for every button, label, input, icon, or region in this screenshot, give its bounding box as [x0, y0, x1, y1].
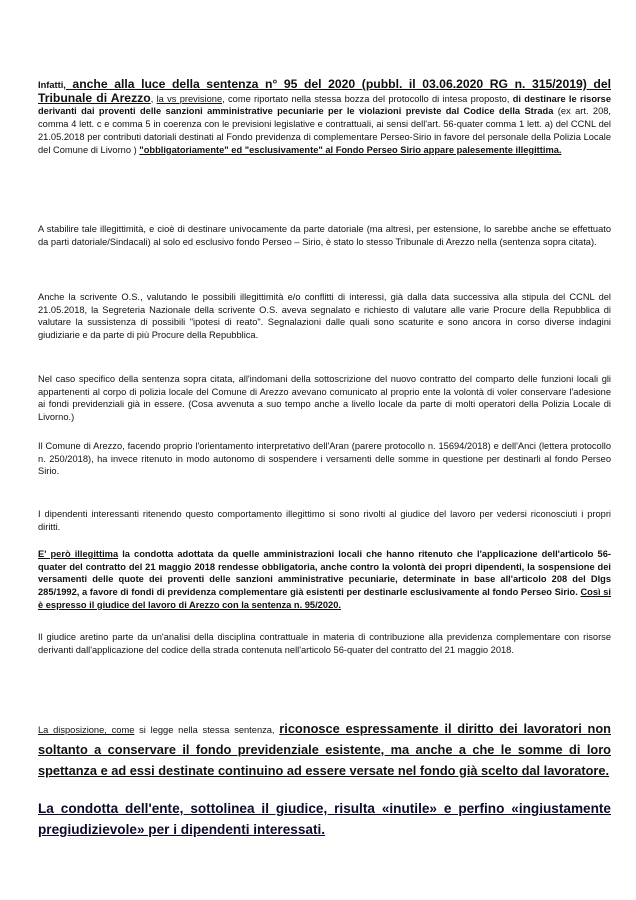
destination-text: di destinare le risorse derivanti dai proventi delle sanzioni amministrative pecuniarie per le violazioni previste dal Codice della Strada [38, 93, 611, 117]
illegittima-text: "obbligatoriamente" ed "esclusivamente" al Fondo Perseo Sirio appare palesemente illegittima. [139, 144, 562, 155]
diritto-lavoratori-text: riconosce espressamente il diritto dei lavoratori non soltanto a conservare il fondo previdenziale esistente, ma anche a che le somme di loro spettanza e ad essi destinate continuino ad essere versate nel fondo già scelto dal lavoratore. [38, 721, 611, 778]
intro-text-b: (ex art. 208, comma 4 lett. c e comma 5 in coerenza con le previsioni legislative e contrattuali, ai sensi dell'art. 56-quater comma 1 lett. a) del CCNL del 21.05.2018 per contributi datoriali destinati al Fondo previdenza di complementare Perseo-Sirio in favore del personale della Polizia Locale del Comune di Livorno ) [38, 106, 611, 155]
paragraph-caso-specifico: Nel caso specifico della sentenza sopra citata, all'indomani della sottoscrizione del nuovo contratto del comparto delle funzioni locali gli appartenenti al corpo di polizia locale del Comune di Arezzo avevano comunicato al proprio ente la volontà di voler conservare l'adesione ai fondi previdenziali già in essere. (Cosa avvenuta a suo tempo anche a livello locale da parte di molti operatori della Polizia Locale di Livorno.) [38, 374, 611, 423]
paragraph-giudice-aretino: Il giudice aretino parte da un'analisi della disciplina contrattuale in materia di contribuzione alla previdenza complementare con risorse derivanti dall'applicazione del codice della strada contenuta nell'articolo 56-quater del contratto del 21 maggio 2018. [38, 632, 611, 655]
intro-comma: , [150, 93, 157, 104]
disposizione-lead: La disposizione, come [38, 725, 135, 735]
paragraph-illegittimita: A stabilire tale illegittimità, e cioè di destinare univocamente da parte datoriale (ma altresì, per estensione, lo sarebbe anche se effettuato da parti datoriale/Sindacali) al solo ed esclusivo fondo Perseo – Sirio, è stato lo stesso Tribunale di Arezzo nella (sentenza sopra citata). [38, 224, 611, 247]
sentenza-reference: anche alla luce della sentenza n° 95 del 2020 (pubbl. il 03.06.2020 RG n. 315/2019) del Tribunale di Arezzo [38, 77, 611, 105]
paragraph-illegittima [38, 548, 611, 612]
paragraph-disposizione [38, 718, 611, 781]
illegittima-lead: E' però illegittima [38, 549, 119, 559]
disposizione-text: si legge nella stessa sentenza, [134, 725, 280, 735]
paragraph-os: Anche la scrivente O.S., valutando le possibili illegittimità e/o conflitti di interessi, già dalla data successiva alla stipula del CCNL del 21.05.2018, la Segreteria Nazionale della scrivente O.S. aveva segnalato e richiesto di valutare alle varie Procure della Repubblica di valutare la sussistenza di possibili "ipotesi di reato". Segnalazioni dalle quali sono scaturite e sono ancora in corso diverse indagini giudiziarie e da parte di più Procure della Repubblica. [38, 292, 611, 341]
intro-lead-text: Infatti, [38, 80, 66, 90]
intro-text-a: , come riportato nella stessa bozza del protocollo di intesa proposto, [222, 93, 513, 104]
previsione-text: la vs previsione [156, 93, 223, 104]
paragraph-comune-arezzo: Il Comune di Arezzo, facendo proprio l'orientamento interpretativo dell'Aran (parere protocollo n. 15694/2018) e dell'Anci (lettera protocollo n. 250/2018), ha invece ritenuto in modo autonomo di sospendere i versamenti delle somme in questione per destinarli al fondo Perseo Sirio. [38, 441, 611, 477]
giudice-arezzo-text: Così si è espresso il giudice del lavoro di Arezzo con la sentenza n. 95/2020. [38, 587, 612, 610]
paragraph-dipendenti: I dipendenti interessanti ritenendo questo comportamento illegittimo si sono rivolti al giudice del lavoro per vedersi riconosciuti i propri diritti. [38, 509, 611, 532]
intro-paragraph [38, 78, 611, 156]
paragraph-condotta-ente: La condotta dell'ente, sottolinea il giudice, risulta «inutile» e perfino «ingiustamente pregiudizievole» per i dipendenti interessati. [38, 801, 611, 837]
condotta-text: la condotta adottata da quelle amministrazioni locali che hanno ritenuto che l'applicazione dell'articolo 56-quater del contratto del 21 maggio 2018 rendesse obbligatoria, anche contro la volontà dei propri dipendenti, la sospensione dei versamenti delle quote dei proventi delle sanzioni amministrative pecuniarie, determinate in base all'articolo 208 del Dlgs 285/1992, a favore di fondi di previdenza complementare già esistenti per destinarle esclusivamente al fondo Perseo Sirio. [38, 549, 611, 598]
